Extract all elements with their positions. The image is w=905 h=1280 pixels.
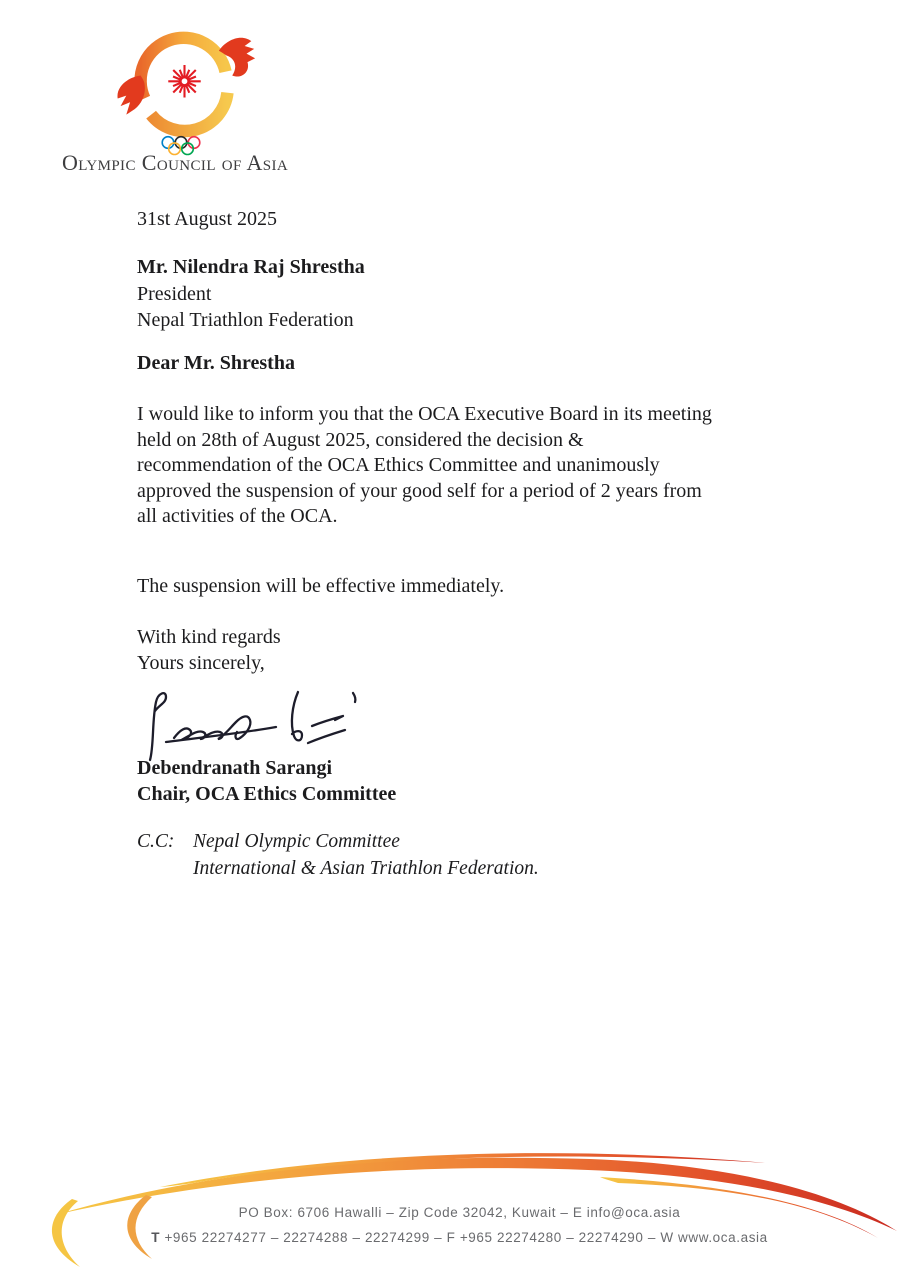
- body-line: recommendation of the OCA Ethics Committee and unanimously: [137, 454, 660, 476]
- effective-statement: The suspension will be effective immediately.: [137, 575, 505, 597]
- signatory-title: Chair, OCA Ethics Committee: [137, 783, 397, 805]
- body-line: approved the suspension of your good self for a period of 2 years from: [137, 479, 702, 502]
- salutation: Dear Mr. Shrestha: [137, 352, 295, 374]
- signature-scribble: [126, 676, 378, 766]
- letter-date: 31st August 2025: [137, 208, 278, 230]
- brand-wordmark: Olympic Council of Asia: [62, 150, 289, 175]
- body-line: I would like to inform you that the OCA Executive Board in its meeting: [137, 403, 712, 425]
- letterhead: [62, 18, 312, 186]
- signatory-block: [137, 755, 396, 807]
- cc-label: C.C:: [137, 831, 175, 852]
- body-paragraph: [137, 402, 712, 530]
- cc-lines: [193, 828, 539, 882]
- recipient-block: [137, 254, 365, 334]
- footer-contact-text: +965 22274277 – 22274288 – 22274299 – F +965 22274280 – 22274290 – W www.oca.asia: [160, 1230, 768, 1245]
- oca-emblem-icon: [107, 24, 262, 150]
- closing-regards: With kind regards: [137, 626, 281, 648]
- closing-sincerely: Yours sincerely,: [137, 652, 265, 674]
- recipient-name: Mr. Nilendra Raj Shrestha: [137, 256, 365, 278]
- recipient-title: President: [137, 282, 212, 305]
- signatory-name: Debendranath Sarangi: [137, 757, 333, 779]
- recipient-organization: Nepal Triathlon Federation: [137, 309, 354, 331]
- footer-contact-line: [7, 1230, 905, 1245]
- body-line: all activities of the OCA.: [137, 505, 338, 527]
- cc-line: International & Asian Triathlon Federation.: [193, 858, 539, 879]
- footer-address-line: PO Box: 6706 Hawalli – Zip Code 32042, Kuwait – E info@oca.asia: [238, 1205, 681, 1220]
- cc-line: Nepal Olympic Committee: [193, 831, 400, 852]
- footer-phone-label: T: [151, 1230, 161, 1245]
- closing-block: [137, 624, 281, 676]
- body-line: held on 28th of August 2025, considered the decision &: [137, 428, 584, 451]
- cc-block: [137, 828, 539, 882]
